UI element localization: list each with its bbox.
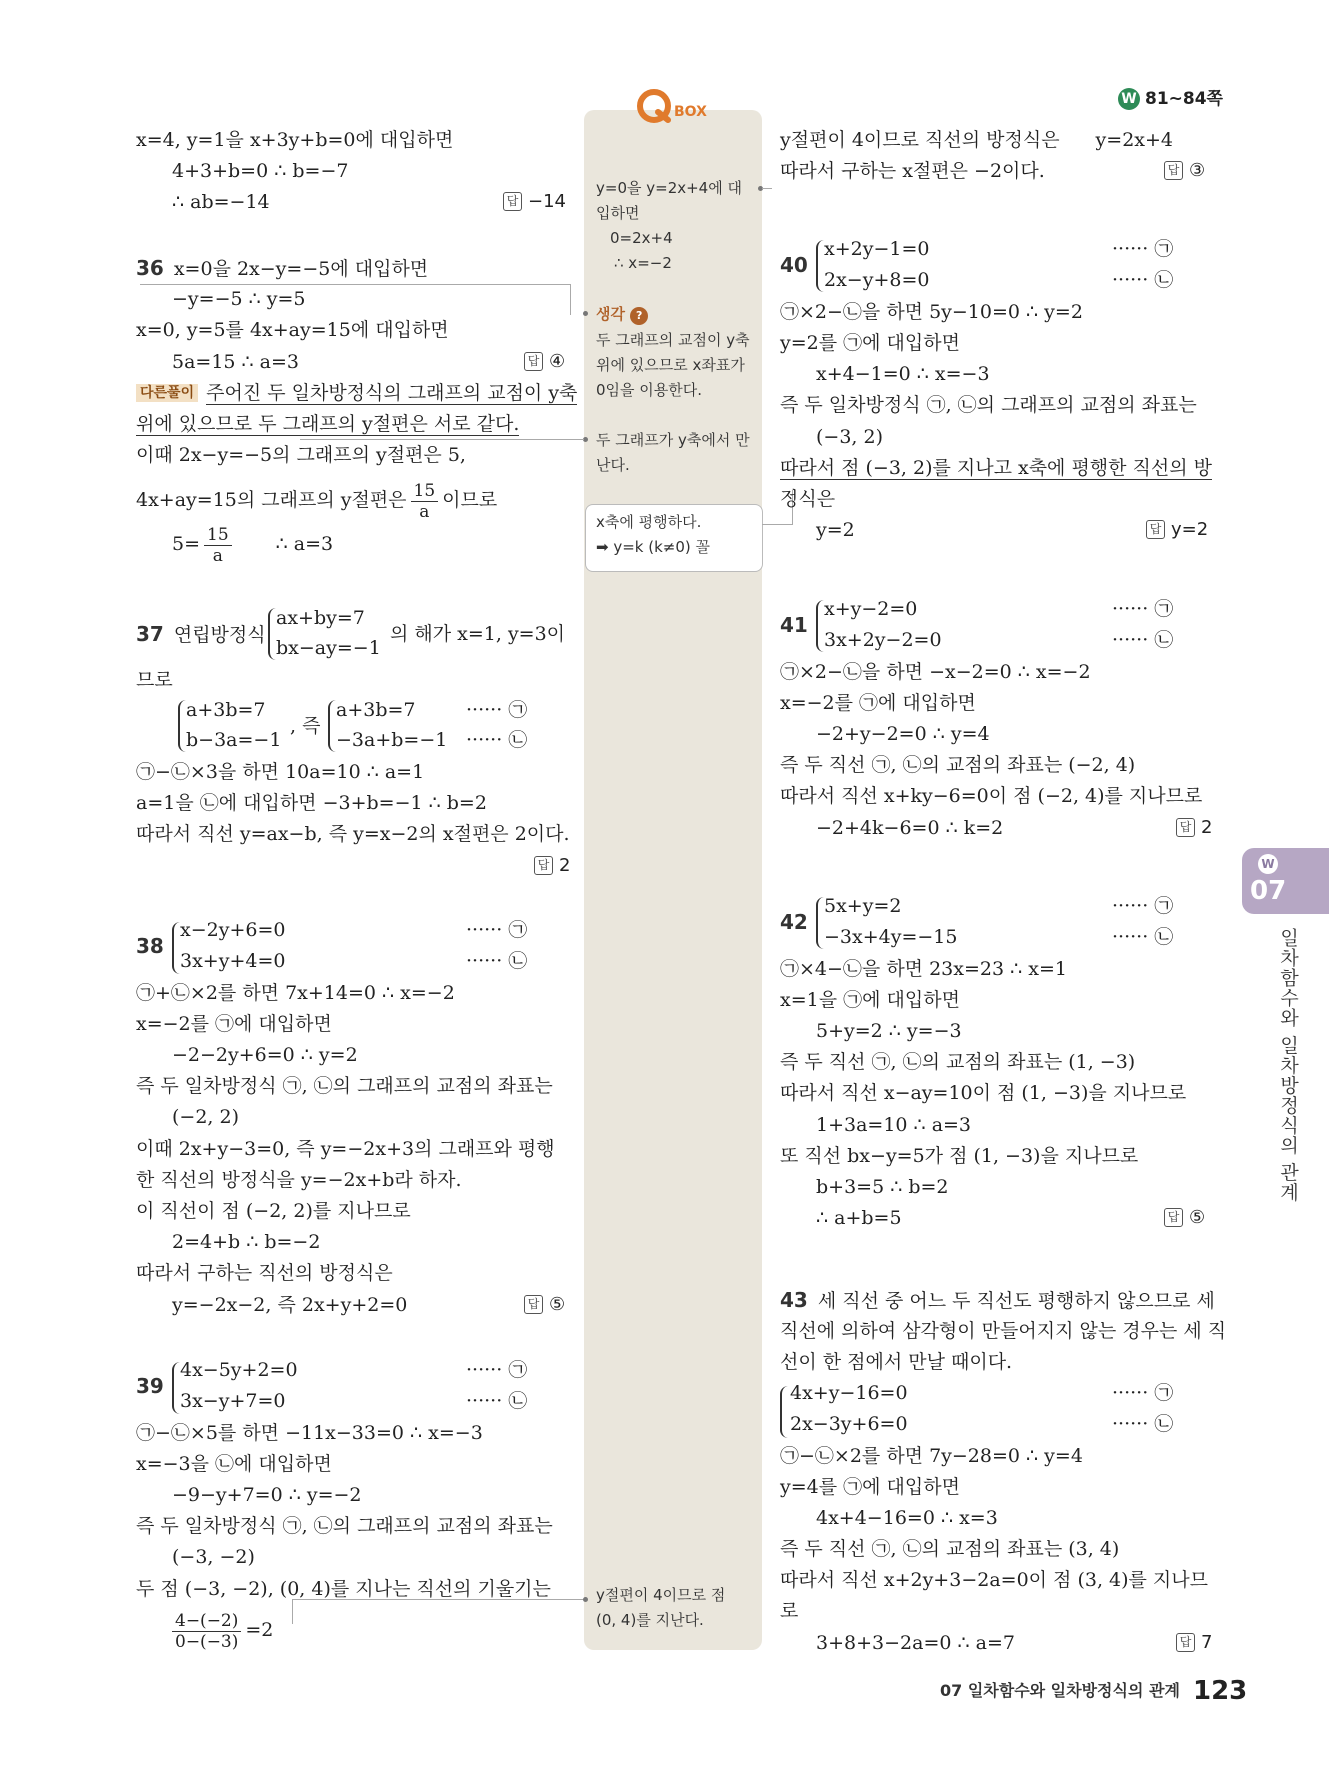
qbox-think-label: 생각 ? <box>596 302 648 327</box>
problem-38-line-3: −2−2y+6=0 ∴ y=2 <box>172 1044 358 1066</box>
problem-40-line-5: (−3, 2) <box>816 426 884 448</box>
eq-tag: ······ ㉡ <box>466 1390 528 1412</box>
chapter-tab-title: 일차함수와 일차방정식의 관계 <box>1277 928 1299 1203</box>
problem-39-fraction: $\frac{4-(-2)}{0-(-3)}$ =2 <box>172 1608 273 1652</box>
system-eq: 2x−3y+6=0 <box>790 1413 908 1435</box>
eq-tag: ······ ㉡ <box>466 950 528 972</box>
connector-line <box>762 188 772 189</box>
problem-38-line-2: x=−2를 ㉠에 대입하면 <box>136 1013 332 1035</box>
connector-dot <box>583 311 588 316</box>
problem-39-line-3: −9−y+7=0 ∴ y=−2 <box>172 1484 362 1506</box>
problem-38-number <box>136 934 174 959</box>
answer-badge: 답 −14 <box>503 190 566 214</box>
system-eq: 4x−5y+2=0 <box>180 1359 298 1381</box>
eq-tag: ······ ㉡ <box>1112 629 1174 651</box>
problem-38-line-9: 2=4+b ∴ b=−2 <box>172 1231 321 1253</box>
system-eq: 2x−y+8=0 <box>824 269 930 291</box>
system-eq: 3x−y+7=0 <box>180 1390 286 1412</box>
workbook-badge-icon: W <box>1118 88 1140 110</box>
page-number: 123 <box>1193 1676 1248 1706</box>
system-eq: b−3a=−1 <box>186 729 282 751</box>
problem-43-line-2: 직선에 의하여 삼각형이 만들어지지 않는 경우는 세 직 <box>780 1320 1227 1342</box>
system-eq: x−2y+6=0 <box>180 919 286 941</box>
problem-37-line-2: 므로 <box>136 669 173 691</box>
problem-41-line-6: −2+4k−6=0 ∴ k=2 <box>816 817 1004 839</box>
problem-42-line-1: ㉠×4−㉡을 하면 23x=23 ∴ x=1 <box>780 958 1067 980</box>
problem-36-line-8: 4x+ay=15의 그래프의 y절편은 $\frac{15}{a}$ 이므로 <box>136 480 498 522</box>
eq-tag: ······ ㉡ <box>1112 1413 1174 1435</box>
problem-42-number <box>780 910 818 935</box>
eq-tag: ······ ㉠ <box>1112 895 1174 917</box>
qbox-note-2: 두 그래프의 교점이 y축 위에 있으므로 x좌표가 0임을 이용한다. <box>596 331 750 399</box>
problem-43-line-7: 즉 두 직선 ㉠, ㉡의 교점의 좌표는 (3, 4) <box>780 1538 1120 1560</box>
eq-tag: ······ ㉠ <box>466 919 528 941</box>
problem-36-line-9: 5= $\frac{15}{a}$ ∴ a=3 <box>172 524 334 566</box>
problem-40-number <box>780 253 818 278</box>
problem-37-line-1b: 의 해가 x=1, y=3이 <box>390 623 566 645</box>
problem-43-line-3: 선이 한 점에서 만날 때이다. <box>780 1351 1013 1373</box>
problem-41-line-2: x=−2를 ㉠에 대입하면 <box>780 692 976 714</box>
problem-38-line-8: 이 직선이 점 (−2, 2)를 지나므로 <box>136 1200 411 1222</box>
system-eq: −3x+4y=−15 <box>824 926 958 948</box>
svg-text:BOX: BOX <box>674 104 707 120</box>
system-eq: 5x+y=2 <box>824 895 902 917</box>
problem-37-line-5: 따라서 직선 y=ax−b, 즉 y=x−2의 x절편은 2이다. <box>136 823 570 845</box>
problem-42-line-4: 즉 두 직선 ㉠, ㉡의 교점의 좌표는 (1, −3) <box>780 1051 1136 1073</box>
eq-tag: ······ ㉠ <box>466 1359 528 1381</box>
chapter-tab-number: 07 <box>1250 876 1287 906</box>
qbox-note-4: x축에 평행하다. ➡ y=k (k≠0) 꼴 <box>596 513 710 556</box>
workbook-badge-icon: W <box>1258 854 1278 874</box>
alt-solution-label: 다른풀이 <box>136 384 198 402</box>
problem-number: 42 <box>780 910 808 934</box>
footer-chapter: 07 일차함수와 일차방정식의 관계 <box>940 1681 1180 1700</box>
system-eq: −3a+b=−1 <box>336 729 448 751</box>
qbox-note-3: 두 그래프가 y축에서 만 난다. <box>596 431 750 474</box>
connector-dot <box>583 1597 588 1602</box>
problem-38-line-6: 이때 2x+y−3=0, 즉 y=−2x+3의 그래프와 평행 <box>136 1138 555 1160</box>
eq-tag: ······ ㉡ <box>466 729 528 751</box>
problem-36-line-2: −y=−5 ∴ y=5 <box>172 288 306 310</box>
problem-38-line-11: y=−2x−2, 즉 2x+y+2=0 <box>172 1294 408 1316</box>
problem-42-line-8: b+3=5 ∴ b=2 <box>816 1176 949 1198</box>
system-eq: ax+by=7 <box>276 607 365 629</box>
chapter-tab <box>1242 848 1329 914</box>
system-eq: 3x+2y−2=0 <box>824 629 942 651</box>
system-eq: bx−ay=−1 <box>276 637 381 659</box>
problem-40-line-1: ㉠×2−㉡을 하면 5y−10=0 ∴ y=2 <box>780 301 1083 323</box>
problem-36-line-4: 5a=15 ∴ a=3 <box>172 351 300 373</box>
problem-38-line-10: 따라서 구하는 직선의 방정식은 <box>136 1262 393 1284</box>
eq-tag: ······ ㉡ <box>1112 926 1174 948</box>
problem-number: 39 <box>136 1374 164 1398</box>
qbox-note-1: y=0을 y=2x+4에 대 입하면 0=2x+4 ∴ x=−2 <box>596 179 742 272</box>
right-cont-line-2: 따라서 구하는 x절편은 −2이다. <box>780 160 1045 182</box>
problem-42-line-2: x=1을 ㉠에 대입하면 <box>780 989 960 1011</box>
eq-tag: ······ ㉠ <box>1112 1382 1174 1404</box>
system-joiner: , 즉 <box>290 715 321 737</box>
intro-line-2: 4+3+b=0 ∴ b=−7 <box>172 160 349 182</box>
problem-43-line-1: 43 세 직선 중 어느 두 직선도 평행하지 않으므로 세 <box>780 1288 1215 1312</box>
problem-37-line-3: ㉠−㉡×3을 하면 10a=10 ∴ a=1 <box>136 761 425 783</box>
answer-badge: 답 ⑤ <box>524 1293 565 1317</box>
problem-42-line-9: ∴ a+b=5 <box>816 1207 902 1229</box>
answer-badge: 답 ⑤ <box>1164 1206 1205 1230</box>
problem-number: 36 <box>136 256 164 280</box>
eq-tag: ······ ㉠ <box>466 699 528 721</box>
lightbulb-icon: ? <box>630 307 648 325</box>
eq-tag: ······ ㉡ <box>1112 269 1174 291</box>
problem-42-line-7: 또 직선 bx−y=5가 점 (1, −3)을 지나므로 <box>780 1145 1139 1167</box>
problem-42-line-5: 따라서 직선 x−ay=10이 점 (1, −3)을 지나므로 <box>780 1082 1187 1104</box>
problem-38-line-7: 한 직선의 방정식을 y=−2x+b라 하자. <box>136 1169 462 1191</box>
eq-tag: ······ ㉠ <box>1112 598 1174 620</box>
problem-39-line-2: x=−3을 ㉡에 대입하면 <box>136 1453 332 1475</box>
problem-41-line-4: 즉 두 직선 ㉠, ㉡의 교점의 좌표는 (−2, 4) <box>780 754 1136 776</box>
problem-43-line-6: 4x+4−16=0 ∴ x=3 <box>816 1507 998 1529</box>
system-eq: x+y−2=0 <box>824 598 918 620</box>
problem-39-line-1: ㉠−㉡×5를 하면 −11x−33=0 ∴ x=−3 <box>136 1422 483 1444</box>
system-eq: 4x+y−16=0 <box>790 1382 908 1404</box>
system-eq: a+3b=7 <box>336 699 416 721</box>
problem-43-line-5: y=4를 ㉠에 대입하면 <box>780 1476 960 1498</box>
problem-39-line-5: (−3, −2) <box>172 1546 255 1568</box>
problem-36-line-1: 36 x=0을 2x−y=−5에 대입하면 <box>136 256 429 280</box>
problem-number: 38 <box>136 934 164 958</box>
answer-badge: 답 2 <box>534 854 570 878</box>
problem-number: 43 <box>780 1288 808 1312</box>
problem-41-line-3: −2+y−2=0 ∴ y=4 <box>816 723 990 745</box>
problem-39-line-6: 두 점 (−3, −2), (0, 4)를 지나는 직선의 기울기는 <box>136 1578 551 1600</box>
system-eq: x+2y−1=0 <box>824 238 930 260</box>
problem-43-line-4: ㉠−㉡×2를 하면 7y−28=0 ∴ y=4 <box>780 1445 1083 1467</box>
answer-badge: 답 ③ <box>1164 159 1205 183</box>
problem-37-line-4: a=1을 ㉡에 대입하면 −3+b=−1 ∴ b=2 <box>136 792 487 814</box>
page-reference: W 81~84쪽 <box>1118 84 1223 110</box>
problem-43-line-9: 로 <box>780 1600 799 1622</box>
problem-36-line-7: 이때 2x−y=−5의 그래프의 y절편은 5, <box>136 444 466 466</box>
problem-40-line-2: y=2를 ㉠에 대입하면 <box>780 332 960 354</box>
connector-line <box>300 439 584 440</box>
problem-36-line-6: 위에 있으므로 두 그래프의 y절편은 서로 같다. <box>136 413 520 435</box>
problem-36-line-3: x=0, y=5를 4x+ay=15에 대입하면 <box>136 319 449 341</box>
problem-40-line-4: 즉 두 일차방정식 ㉠, ㉡의 그래프의 교점의 좌표는 <box>780 394 1197 416</box>
problem-41-line-5: 따라서 직선 x+ky−6=0이 점 (−2, 4)를 지나므로 <box>780 785 1203 807</box>
problem-39-number <box>136 1374 174 1399</box>
problem-40-line-3: x+4−1=0 ∴ x=−3 <box>816 363 990 385</box>
problem-43-line-8: 따라서 직선 x+2y+3−2a=0이 점 (3, 4)를 지나므 <box>780 1569 1208 1591</box>
problem-43-line-10: 3+8+3−2a=0 ∴ a=7 <box>816 1632 1015 1654</box>
qbox-note-5: y절편이 4이므로 점 (0, 4)를 지난다. <box>596 1586 726 1629</box>
problem-42-line-3: 5+y=2 ∴ y=−3 <box>816 1020 962 1042</box>
problem-36-line-5: 다른풀이 주어진 두 일차방정식의 그래프의 교점이 y축 <box>136 381 577 405</box>
problem-number: 37 <box>136 622 164 646</box>
problem-number: 40 <box>780 253 808 277</box>
answer-badge: 답 y=2 <box>1146 518 1208 542</box>
eq-tag: ······ ㉠ <box>1112 238 1174 260</box>
problem-number: 41 <box>780 613 808 637</box>
problem-40-line-6: 따라서 점 (−3, 2)를 지나고 x축에 평행한 직선의 방 <box>780 457 1213 479</box>
problem-37-line-1: 37 연립방정식 <box>136 622 266 646</box>
problem-41-line-1: ㉠×2−㉡을 하면 −x−2=0 ∴ x=−2 <box>780 661 1091 683</box>
answer-badge: 답 7 <box>1176 1631 1212 1655</box>
system-eq: a+3b=7 <box>186 699 266 721</box>
problem-41-number <box>780 613 818 638</box>
problem-38-line-5: (−2, 2) <box>172 1106 240 1128</box>
problem-38-line-1: ㉠+㉡×2를 하면 7x+14=0 ∴ x=−2 <box>136 982 455 1004</box>
qbox-logo <box>636 86 716 126</box>
problem-40-line-8: y=2 <box>816 519 855 541</box>
connector-line <box>292 1599 583 1624</box>
answer-badge: 답 ④ <box>524 350 565 374</box>
system-eq: 3x+y+4=0 <box>180 950 286 972</box>
answer-badge: 답 2 <box>1176 816 1212 840</box>
intro-line-3: ∴ ab=−14 <box>172 191 270 213</box>
problem-39-line-4: 즉 두 일차방정식 ㉠, ㉡의 그래프의 교점의 좌표는 <box>136 1515 553 1537</box>
footer <box>940 1676 1247 1706</box>
intro-line-1: x=4, y=1을 x+3y+b=0에 대입하면 <box>136 129 454 151</box>
problem-38-line-4: 즉 두 일차방정식 ㉠, ㉡의 그래프의 교점의 좌표는 <box>136 1075 553 1097</box>
problem-40-line-7: 정식은 <box>780 488 836 510</box>
right-cont-line-1: y절편이 4이므로 직선의 방정식은 y=2x+4 <box>780 129 1174 151</box>
problem-42-line-6: 1+3a=10 ∴ a=3 <box>816 1114 972 1136</box>
